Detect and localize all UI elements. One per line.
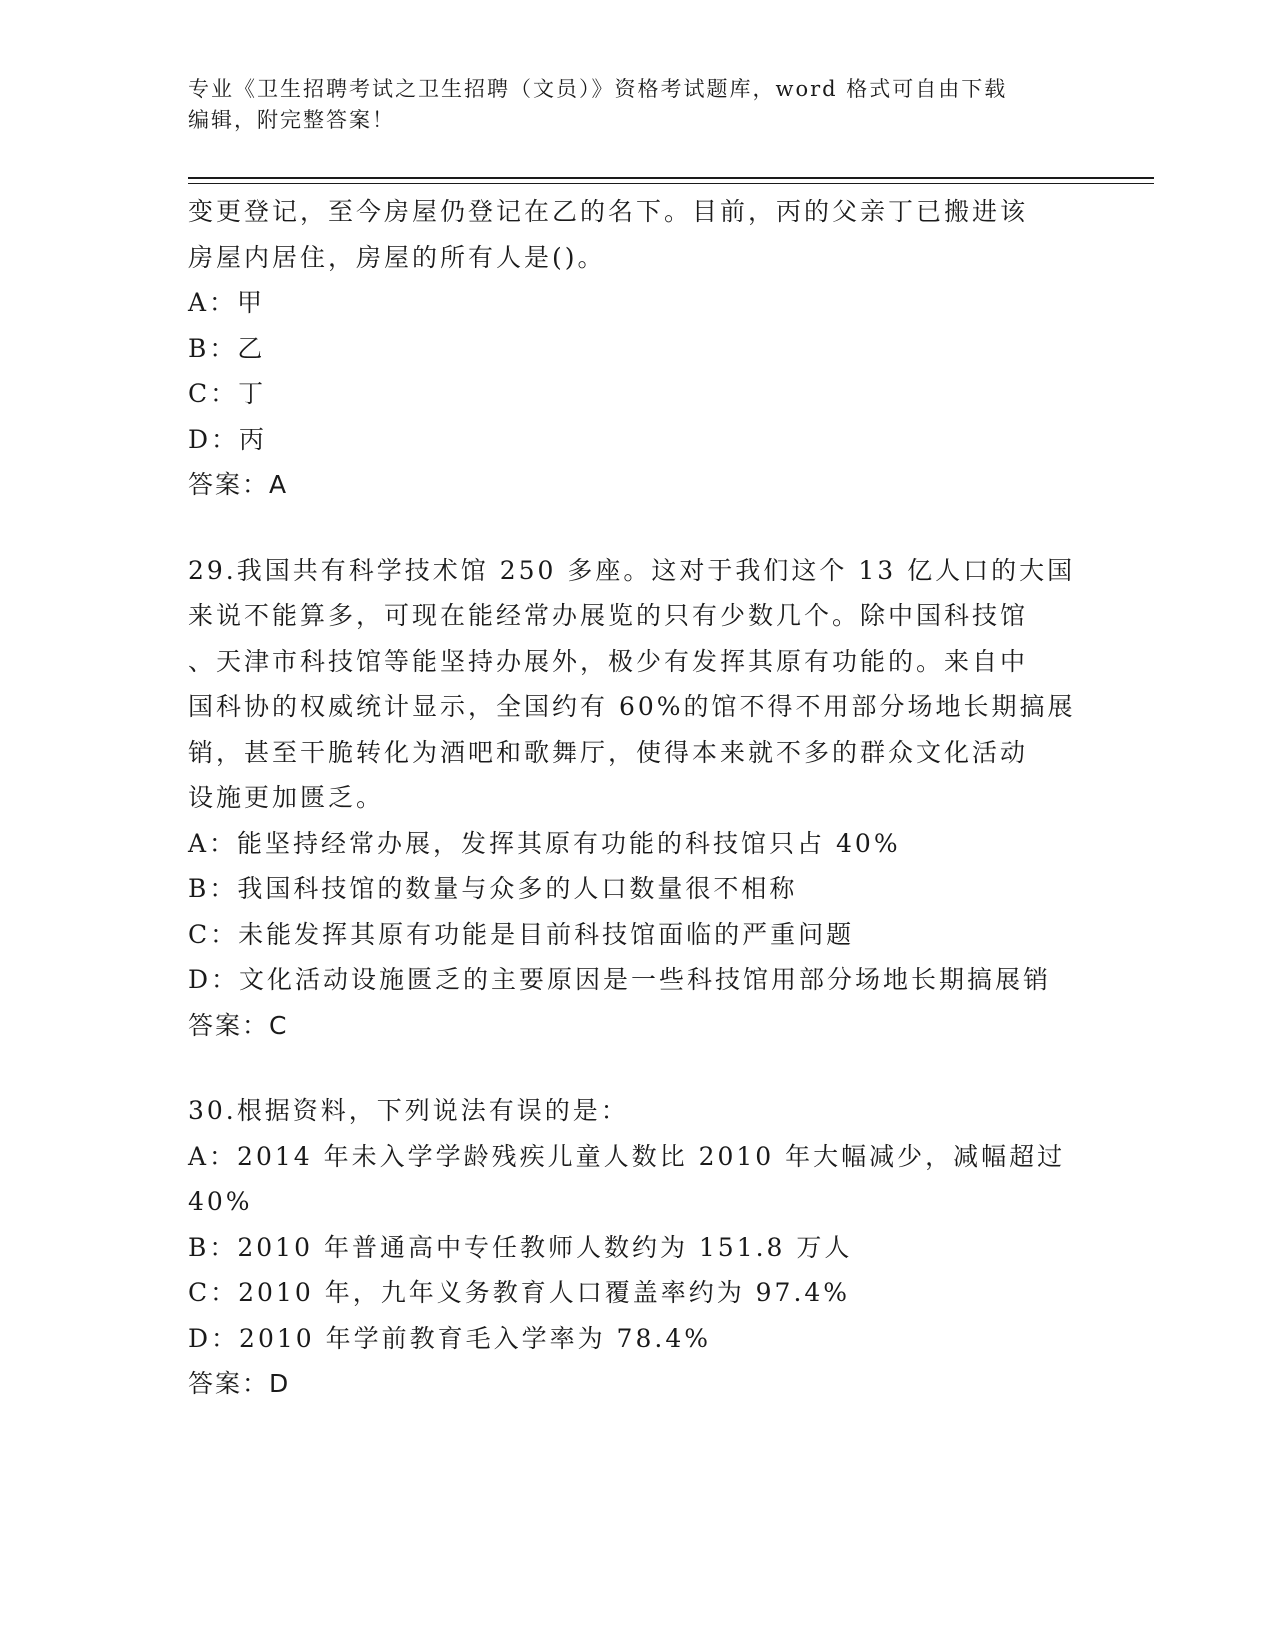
answer: 答案：D [188,1369,291,1398]
question-stem-line: 29.我国共有科学技术馆 250 多座。这对于我们这个 13 亿人口的大国 [188,555,1076,585]
option-c: C：丁 [188,379,267,408]
option-a: A：甲 [188,288,266,317]
document-header [188,74,1088,136]
option-b: B：乙 [188,333,266,363]
answer: 答案：A [188,470,289,499]
question-spacer [188,508,1088,548]
question-stem-line: 来说不能算多，可现在能经常办展览的只有少数几个。除中国科技馆 [188,601,1029,630]
option-c: C：2010 年，九年义务教育人口覆盖率约为 97.4% [188,1278,851,1307]
document-body [188,189,1088,1407]
question-stem-line: 国科协的权威统计显示，全国约有 60%的馆不得不用部分场地长期搞展 [188,692,1076,721]
question-stem-line: 、天津市科技馆等能坚持办展外，极少有发挥其原有功能的。来自中 [188,646,1029,676]
question-stem-line: 房屋内居住，房屋的所有人是()。 [188,242,606,272]
header-line: 编辑，附完整答案！ [188,108,395,132]
option-d: D：2010 年学前教育毛入学率为 78.4% [188,1323,711,1353]
option-d: D：文化活动设施匮乏的主要原因是一些科技馆用部分场地长期搞展销 [188,965,1052,994]
option-a: A：能坚持经常办展，发挥其原有功能的科技馆只占 40% [188,828,901,858]
question-28 [188,189,1088,508]
option-b: B：我国科技馆的数量与众多的人口数量很不相称 [188,874,798,903]
option-d: D：丙 [188,424,268,454]
question-spacer [188,1048,1088,1088]
option-a: A：2014 年未入学学龄残疾儿童人数比 2010 年大幅减少，减幅超过 [188,1141,1066,1171]
answer: 答案：C [188,1010,289,1040]
question-stem-line: 变更登记，至今房屋仍登记在乙的名下。目前，丙的父亲丁已搬进该 [188,197,1029,226]
question-stem-line: 30.根据资料，下列说法有误的是： [188,1096,629,1125]
question-29 [188,548,1088,1049]
option-a-continued: 40% [188,1187,253,1216]
question-30 [188,1088,1088,1407]
option-c: C：未能发挥其原有功能是目前科技馆面临的严重问题 [188,919,855,949]
header-divider-thick [188,177,1154,179]
question-stem-line: 销，甚至干脆转化为酒吧和歌舞厅，使得本来就不多的群众文化活动 [188,737,1029,767]
option-b: B：2010 年普通高中专任教师人数约为 151.8 万人 [188,1232,853,1262]
header-line: 专业《卫生招聘考试之卫生招聘（文员）》资格考试题库，word 格式可自由下载 [188,77,1008,101]
question-stem-line: 设施更加匮乏。 [188,783,385,812]
header-divider-thin [188,183,1154,184]
